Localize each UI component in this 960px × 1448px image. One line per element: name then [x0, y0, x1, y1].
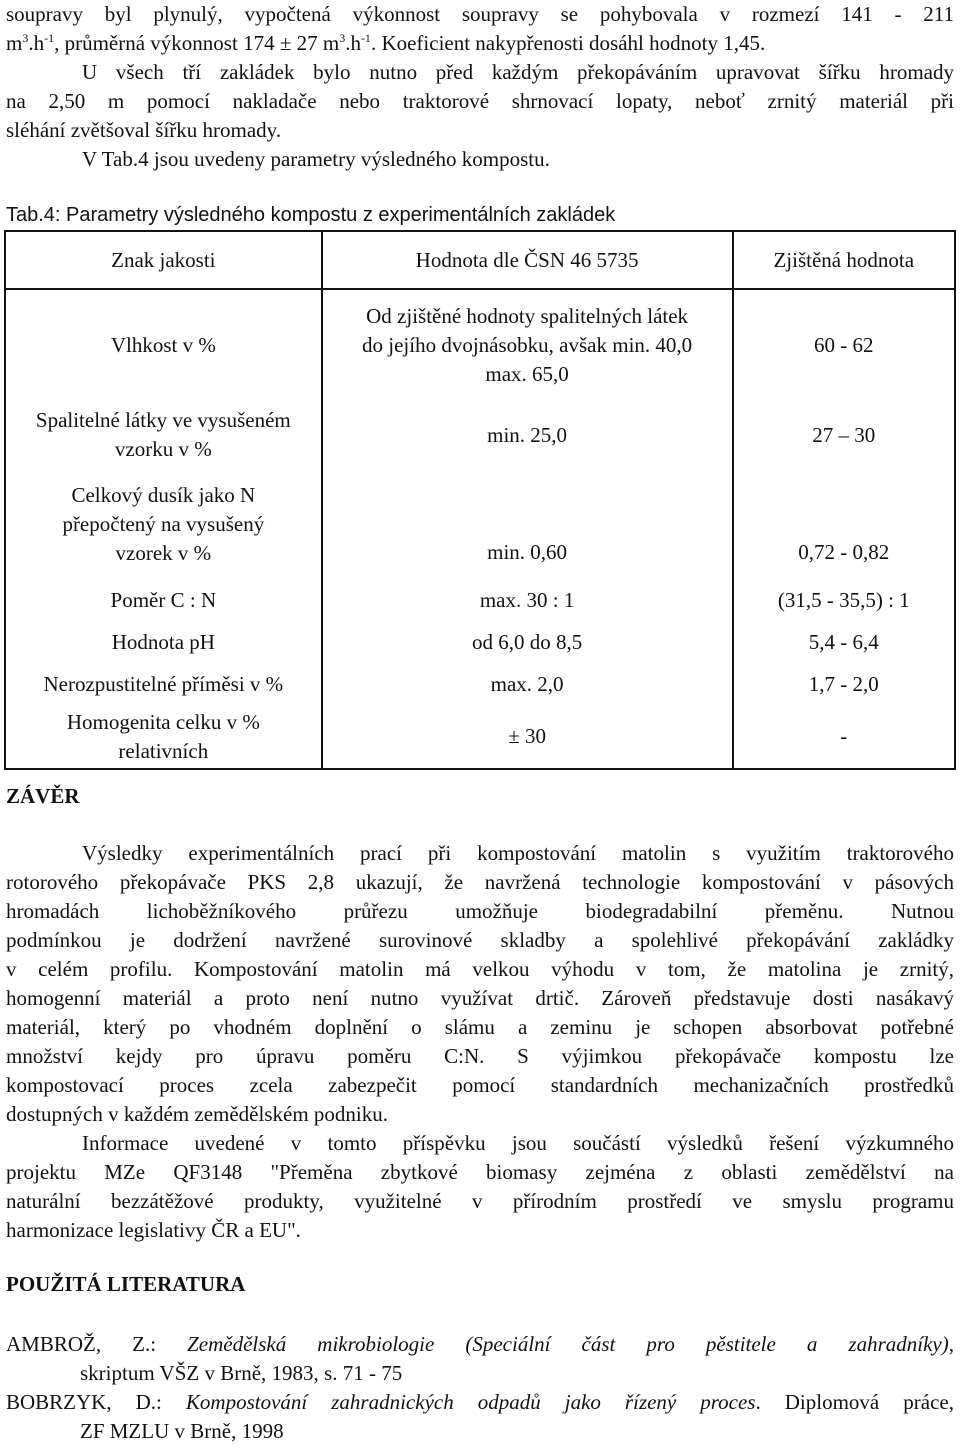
table-header-row	[5, 231, 955, 289]
table-caption	[6, 201, 954, 230]
paragraph-line	[6, 1216, 954, 1245]
parameters-table	[4, 230, 956, 770]
paragraph-line	[6, 58, 954, 87]
reference-rest: . Diplomová práce,	[755, 1390, 954, 1414]
paragraph-line	[6, 1071, 954, 1100]
table-row	[5, 705, 955, 769]
section-heading: POUŽITÁ LITERATURA	[6, 1272, 246, 1296]
paragraph-line	[6, 87, 954, 116]
cell-text: relativních	[118, 738, 209, 763]
table-cell: 60 - 62	[733, 289, 955, 401]
cell-text: vzorku v %	[114, 437, 212, 461]
table-row	[5, 663, 955, 705]
paragraph-line	[6, 1042, 954, 1071]
cell-text: Celkový dusík jako N	[71, 482, 256, 507]
table-cell: max. 30 : 1	[322, 579, 733, 621]
table-header-cell: Znak jakosti	[5, 231, 322, 289]
cell-text: max. 65,0	[485, 362, 569, 386]
reference-title: Kompostování zahradnických odpadů jako řízený proces	[185, 1390, 756, 1414]
paragraph-text: rotorového překopávače PKS 2,8 ukazují, že navržená technologie kompostování v pásových	[6, 870, 954, 894]
cell-text: Vlhkost v %	[110, 333, 216, 357]
superscript: -1	[44, 31, 55, 45]
paragraph-text: v celém profilu. Kompostování matolin má velkou výhodu v tom, že matolina je zrnitý,	[6, 957, 954, 981]
cell-text: Spalitelné látky ve vysušeném	[35, 408, 291, 432]
paragraph-text: množství kejdy pro úpravu poměru C:N. S výjimkou překopávače kompostu lze	[6, 1044, 954, 1068]
table-cell: Nerozpustitelné příměsi v %	[5, 663, 322, 705]
table-cell	[5, 469, 322, 579]
table-cell: Poměr C : N	[5, 579, 322, 621]
intro-line-1	[6, 0, 954, 29]
table-cell: 0,72 - 0,82	[733, 469, 955, 579]
paragraph-line	[6, 145, 954, 174]
reference-item	[6, 1388, 954, 1446]
paragraph-line	[6, 1129, 954, 1158]
paragraph-text: naturální bezzátěžové produkty, využitelné v přírodním prostředí ve smyslu programu	[6, 1189, 954, 1213]
reference-author: BOBRZYK, D.:	[6, 1390, 186, 1414]
table-row	[5, 469, 955, 579]
table-cell: (31,5 - 35,5) : 1	[733, 579, 955, 621]
table-cell: min. 25,0	[322, 401, 733, 469]
reference-continuation: skriptum VŠZ v Brně, 1983, s. 71 - 75	[80, 1361, 403, 1385]
table-row	[5, 289, 955, 401]
section-heading: ZÁVĚR	[6, 784, 80, 808]
paragraph-line	[6, 926, 954, 955]
reference-line	[6, 1330, 954, 1359]
paragraph-line	[6, 839, 954, 868]
paragraph-text: materiál, který po vhodném doplnění o slámu a zeminu je schopen absorbovat potřebné	[6, 1015, 954, 1039]
paragraph-line	[6, 1013, 954, 1042]
paragraph-line	[6, 1100, 954, 1129]
paragraph-text: homogenní materiál a proto není nutno využívat drtič. Zároveň představuje dosti nasákavý	[6, 986, 954, 1010]
table-cell: 1,7 - 2,0	[733, 663, 955, 705]
reference-continuation: ZF MZLU v Brně, 1998	[80, 1419, 284, 1443]
paragraph-line	[6, 116, 954, 145]
superscript: 3	[22, 31, 29, 45]
intro-text: , průměrná výkonnost 174 ± 27 m	[54, 31, 340, 55]
intro-text: .h	[345, 31, 361, 55]
paragraph-text: na 2,50 m pomocí nakladače nebo traktorové shrnovací lopaty, neboť zrnitý materiál při	[6, 89, 954, 113]
paragraph-line	[6, 897, 954, 926]
paragraph-line	[6, 868, 954, 897]
table-cell: -	[733, 705, 955, 769]
paragraph-text: harmonizace legislativy ČR a EU".	[6, 1218, 301, 1242]
table-cell	[322, 289, 733, 401]
intro-text: .h	[28, 31, 45, 55]
cell-text: Od zjištěné hodnoty spalitelných látek	[366, 304, 689, 328]
paragraph-text: kompostovací proces zcela zabezpečit pomocí standardních mechanizačních prostředků	[6, 1073, 954, 1097]
cell-text: přepočtený na vysušený	[62, 511, 265, 536]
table-cell: od 6,0 do 8,5	[322, 621, 733, 663]
reference-author: AMBROŽ, Z.:	[6, 1332, 188, 1356]
table-cell: 27 – 30	[733, 401, 955, 469]
table-cell	[5, 401, 322, 469]
paragraph-text: Výsledky experimentálních prací při kompostování matolin s využitím traktorového	[82, 841, 954, 865]
paragraph-line	[6, 955, 954, 984]
reference-item	[6, 1330, 954, 1388]
reference-line	[6, 1388, 954, 1417]
paragraph-text: podmínkou je dodržení navržené surovinové skladby a spolehlivé překopávání zakládky	[6, 928, 954, 952]
intro-text: . Koeficient nakypřenosti dosáhl hodnoty 1,45.	[370, 31, 766, 55]
table-header-cell: Zjištěná hodnota	[733, 231, 955, 289]
cell-text: do jejího dvojnásobku, avšak min. 40,0	[362, 333, 693, 357]
table-cell	[5, 705, 322, 769]
table-cell: min. 0,60	[322, 469, 733, 579]
cell-text: vzorek v %	[115, 540, 212, 565]
paragraph-text: dostupných v každém zemědělském podniku.	[6, 1102, 388, 1126]
superscript: 3	[339, 31, 346, 45]
paragraph-text: hromadách lichoběžníkového průřezu umožňuje biodegradabilní přeměnu. Nutnou	[6, 899, 954, 923]
table-cell: 5,4 - 6,4	[733, 621, 955, 663]
table-row	[5, 401, 955, 469]
table-row	[5, 579, 955, 621]
paragraph-line	[6, 1187, 954, 1216]
paragraph-text: Informace uvedené v tomto příspěvku jsou součástí výsledků řešení výzkumného	[82, 1131, 954, 1155]
table-cell: ± 30	[322, 705, 733, 769]
table-row	[5, 621, 955, 663]
intro-text: soupravy byl plynulý, vypočtená výkonnost soupravy se pohybovala v rozmezí 141 - 211	[6, 2, 954, 26]
paragraph-text: U všech tří zakládek bylo nutno před každým překopáváním upravovat šířku hromady	[82, 60, 954, 84]
intro-line-2	[6, 29, 954, 58]
table-cell	[5, 289, 322, 401]
reference-title: Zemědělská mikrobiologie (Speciální část pro pěstitele a zahradníky),	[187, 1332, 954, 1356]
cell-text: Homogenita celku v %	[66, 709, 260, 734]
paragraph-text: sléhání zvětšoval šířku hromady.	[6, 118, 282, 142]
intro-text: m	[6, 31, 23, 55]
table-cell: max. 2,0	[322, 663, 733, 705]
table-caption-text: Tab.4: Parametry výsledného kompostu z experimentálních zakládek	[6, 204, 616, 226]
table-cell: Hodnota pH	[5, 621, 322, 663]
paragraph-text: projektu MZe QF3148 "Přeměna zbytkové biomasy zejména z oblasti zemědělství na	[6, 1160, 954, 1184]
paragraph-line	[6, 1158, 954, 1187]
paragraph-text: V Tab.4 jsou uvedeny parametry výsledného kompostu.	[82, 147, 550, 171]
table-header-cell: Hodnota dle ČSN 46 5735	[322, 231, 733, 289]
superscript: -1	[360, 31, 371, 45]
paragraph-line	[6, 984, 954, 1013]
